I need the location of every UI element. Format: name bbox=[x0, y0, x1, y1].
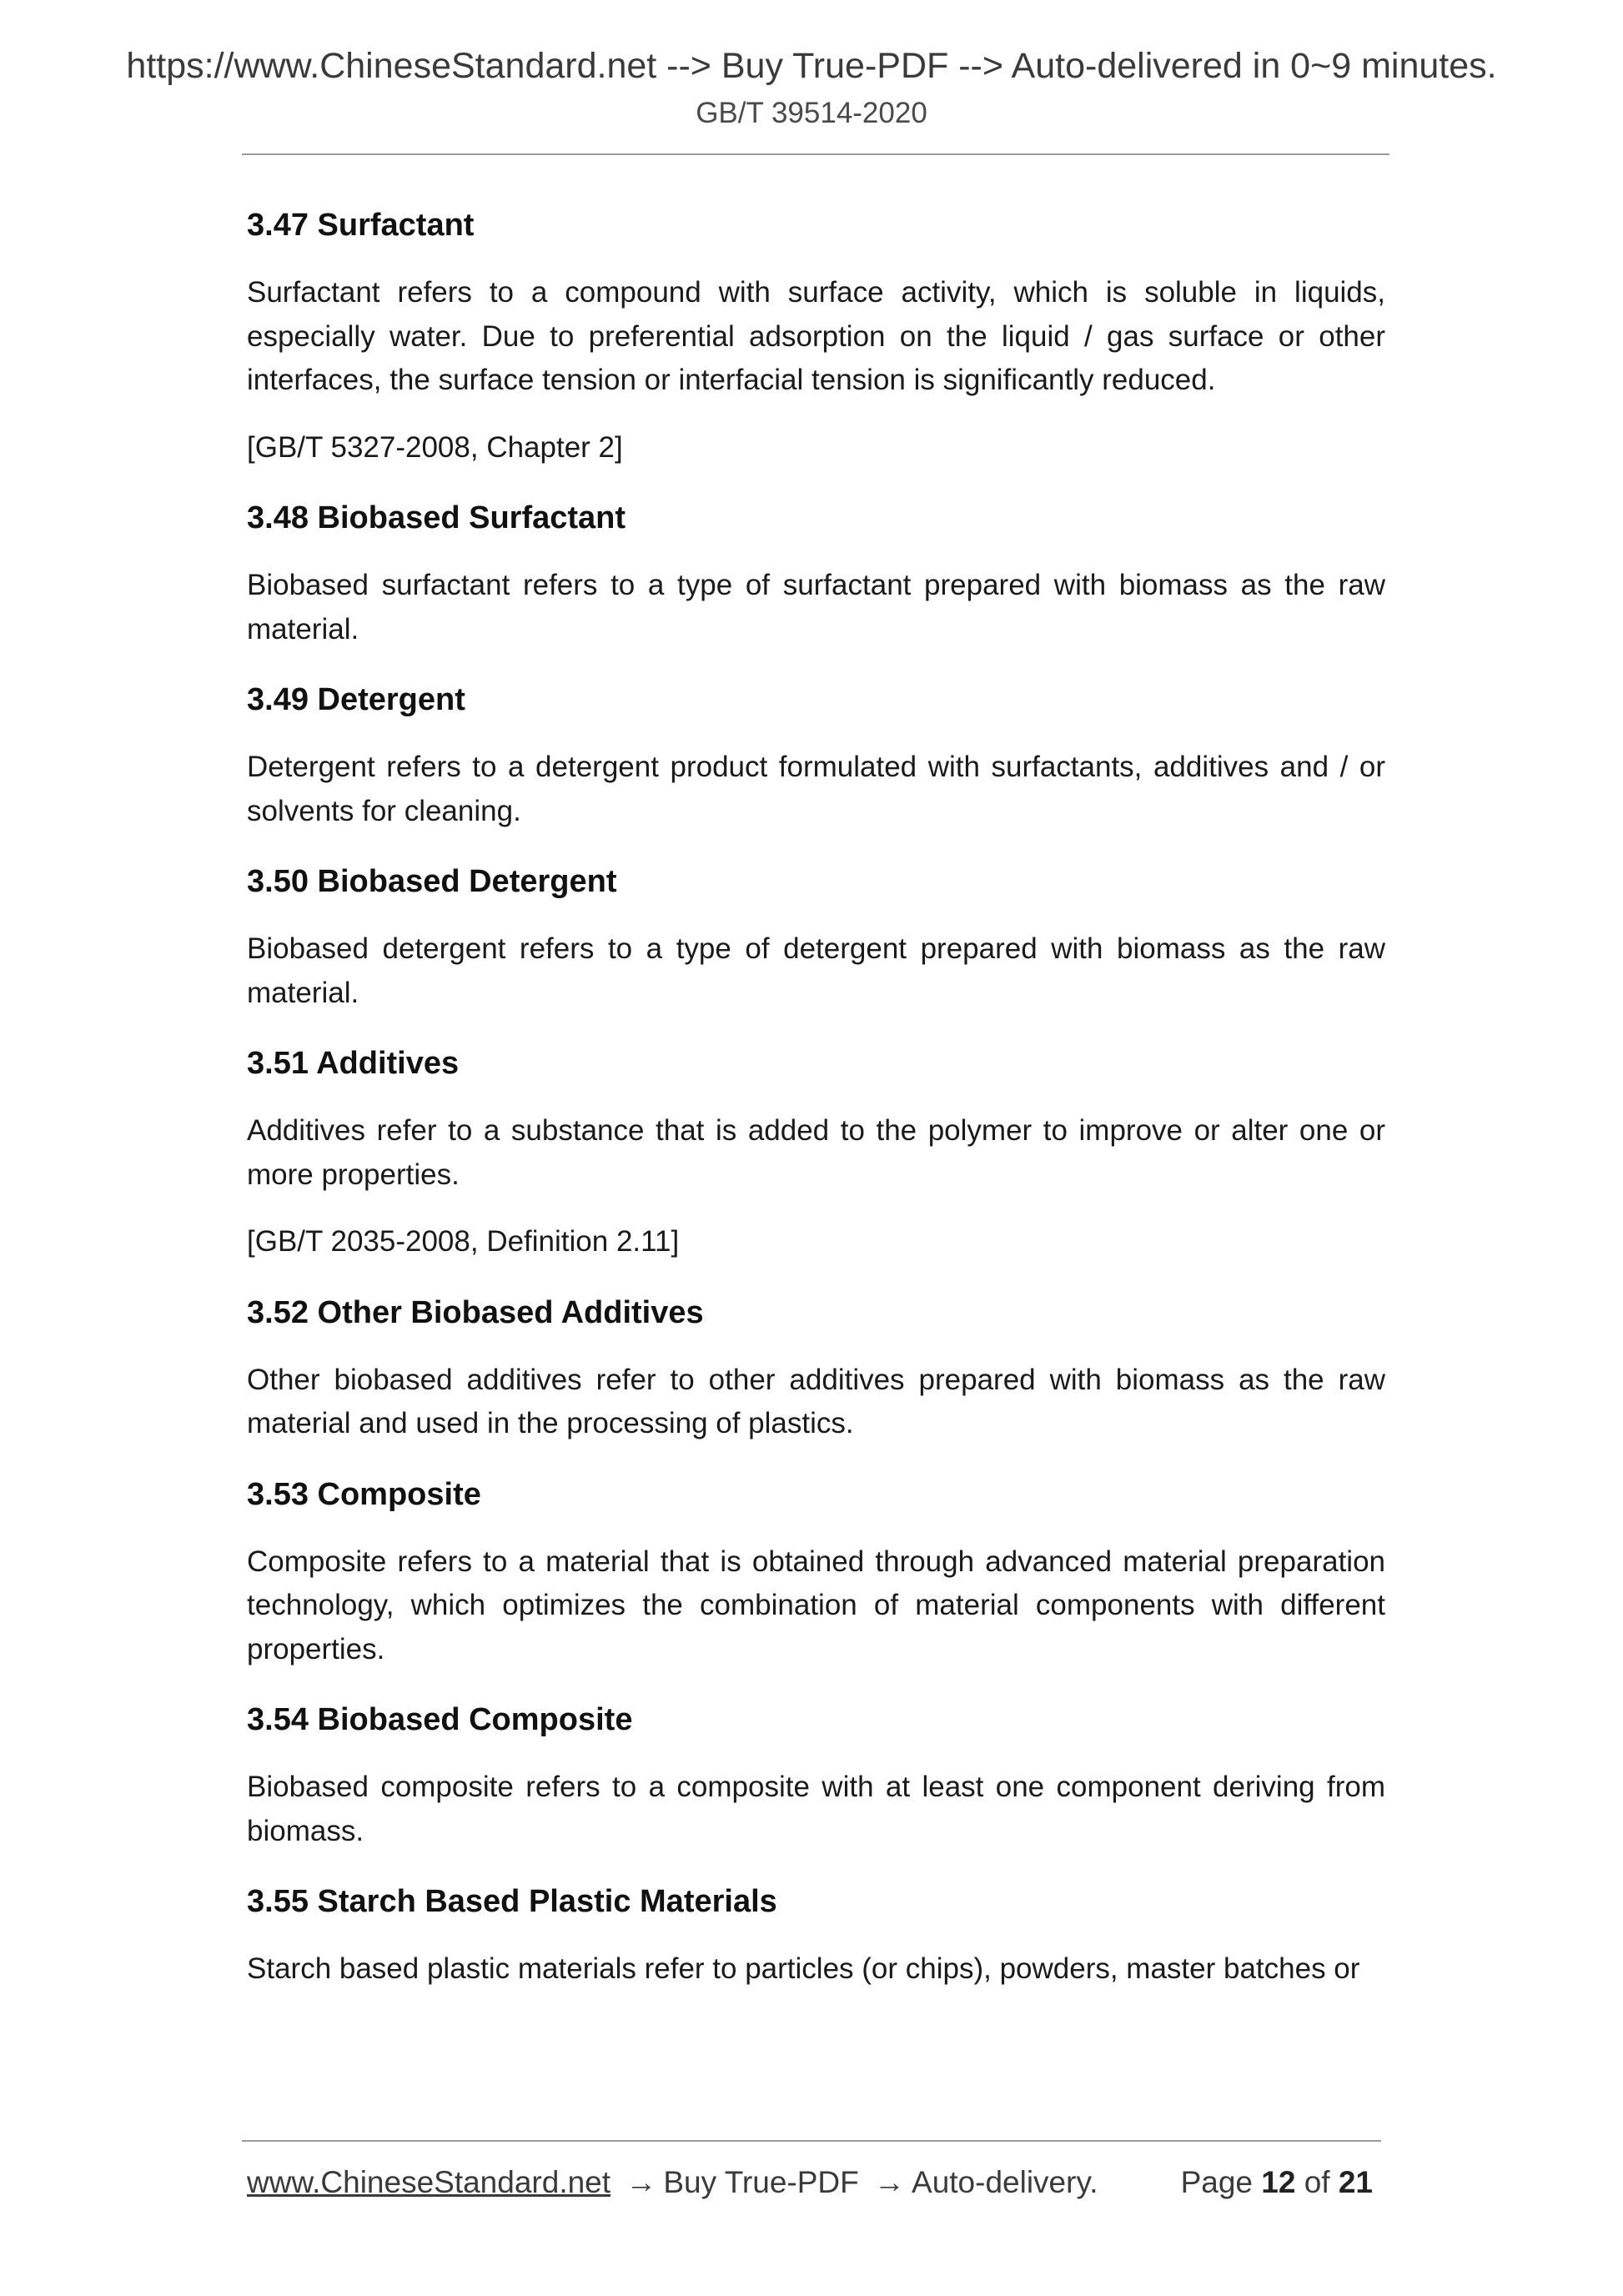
term-heading: 3.54 Biobased Composite bbox=[247, 1702, 633, 1737]
term-definition: Composite refers to a material that is obtained through advanced material preparation technology, which optimizes the combination of material components with different properties. bbox=[247, 1545, 1385, 1665]
term-3-51 bbox=[247, 1038, 1385, 1264]
footer-site-link[interactable]: www.ChineseStandard.net bbox=[247, 2165, 611, 2199]
term-reference: [GB/T 5327-2008, Chapter 2] bbox=[247, 430, 623, 464]
term-heading: 3.50 Biobased Detergent bbox=[247, 864, 617, 899]
arrow-right-icon: → bbox=[626, 2165, 657, 2199]
footer-delivery-text: Auto-delivery. bbox=[912, 2165, 1098, 2199]
document-body bbox=[247, 200, 1385, 1992]
term-3-48 bbox=[247, 493, 1385, 651]
page-number: 12 bbox=[1261, 2165, 1296, 2199]
term-3-53 bbox=[247, 1470, 1385, 1672]
footer-buy-text: Buy True-PDF bbox=[663, 2165, 859, 2199]
term-definition: Detergent refers to a detergent product formulated with surfactants, additives and / or solvents for cleaning. bbox=[247, 751, 1385, 827]
page-indicator bbox=[1181, 2162, 1373, 2203]
term-definition: Biobased surfactant refers to a type of surfactant prepared with biomass as the raw material. bbox=[247, 569, 1385, 646]
term-3-54 bbox=[247, 1695, 1385, 1853]
footer-divider bbox=[242, 2140, 1381, 2142]
term-3-47 bbox=[247, 200, 1385, 470]
term-3-49 bbox=[247, 675, 1385, 833]
header-divider bbox=[242, 153, 1389, 155]
term-3-55 bbox=[247, 1876, 1385, 1992]
term-definition: Biobased composite refers to a composite with at least one component deriving from biomass. bbox=[247, 1771, 1385, 1847]
term-reference: [GB/T 2035-2008, Definition 2.11] bbox=[247, 1225, 680, 1258]
source-banner: https://www.ChineseStandard.net --> Buy True-PDF --> Auto-delivered in 0~9 minutes. bbox=[126, 46, 1497, 86]
of-label: of bbox=[1304, 2165, 1330, 2199]
term-heading: 3.49 Detergent bbox=[247, 682, 465, 717]
term-3-52 bbox=[247, 1288, 1385, 1446]
term-definition: Starch based plastic materials refer to particles (or chips), powders, master batches or bbox=[247, 1952, 1360, 1985]
page-footer bbox=[247, 2162, 1381, 2203]
term-heading: 3.47 Surfactant bbox=[247, 208, 475, 243]
term-heading: 3.48 Biobased Surfactant bbox=[247, 500, 626, 535]
term-heading: 3.51 Additives bbox=[247, 1046, 460, 1081]
page-label: Page bbox=[1180, 2165, 1253, 2199]
term-heading: 3.55 Starch Based Plastic Materials bbox=[247, 1884, 777, 1919]
footer-promo bbox=[247, 2162, 1098, 2203]
term-definition: Additives refer to a substance that is added to the polymer to improve or alter one or more properties. bbox=[247, 1114, 1385, 1191]
term-definition: Other biobased additives refer to other additives prepared with biomass as the raw material and used in the processing of plastics. bbox=[247, 1363, 1385, 1439]
arrow-right-icon: → bbox=[874, 2165, 906, 2199]
term-heading: 3.52 Other Biobased Additives bbox=[247, 1294, 704, 1330]
page-total: 21 bbox=[1338, 2165, 1373, 2199]
term-3-50 bbox=[247, 857, 1385, 1015]
term-definition: Surfactant refers to a compound with surface activity, which is soluble in liquids, especially water. Due to preferential adsorption on the liquid / gas surface or other interfaces, the surface tension or interfacial tension is significantly reduced. bbox=[247, 276, 1385, 396]
term-heading: 3.53 Composite bbox=[247, 1476, 481, 1512]
document-code: GB/T 39514-2020 bbox=[696, 97, 927, 129]
term-definition: Biobased detergent refers to a type of detergent prepared with biomass as the raw material. bbox=[247, 932, 1385, 1009]
